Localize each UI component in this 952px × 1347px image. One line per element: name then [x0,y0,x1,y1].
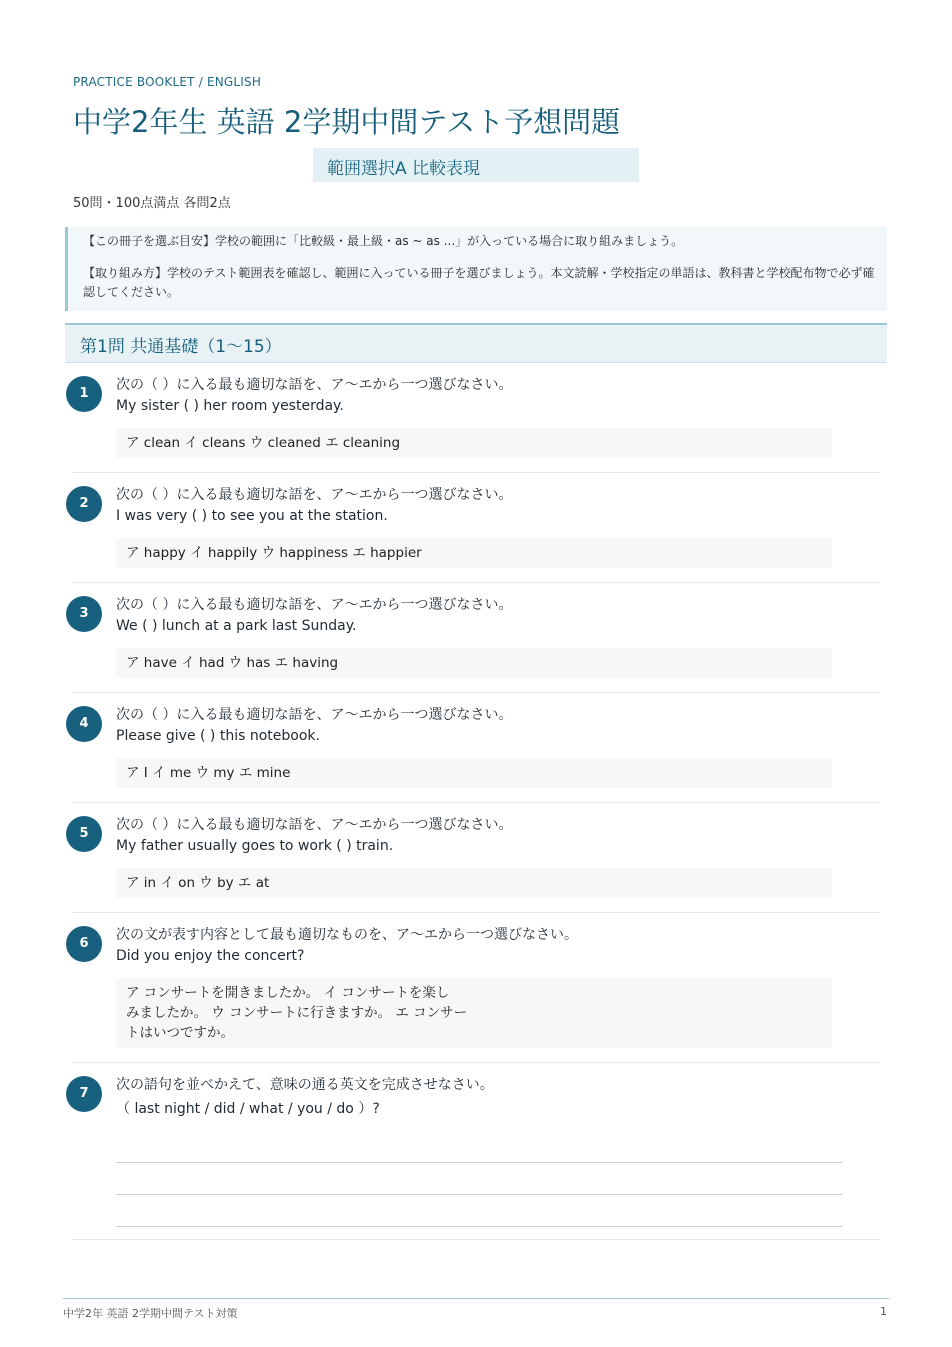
question-number-badge: 4 [66,706,102,742]
question-number-badge: 1 [66,376,102,412]
footer-divider [63,1298,889,1299]
question-number-badge: 3 [66,596,102,632]
answer-choices: ア clean イ cleans ウ cleaned エ cleaning [116,428,832,458]
answer-choices: ア I イ me ウ my エ mine [116,758,832,788]
page-number: 1 [880,1305,887,1318]
question-prompt: 次の（ ）に入る最も適切な語を、ア〜エから一つ選びなさい。 [116,817,513,833]
question-prompt: 次の（ ）に入る最も適切な語を、ア〜エから一つ選びなさい。 [116,707,513,723]
question-sentence: Please give ( ) this notebook. [116,728,320,744]
answer-choices-line: みましたか。 ウ コンサートに行きますか。 エ コンサー [126,1005,468,1021]
question-prompt: 次の（ ）に入る最も適切な語を、ア〜エから一つ選びなさい。 [116,487,513,503]
question-number-badge: 6 [66,926,102,962]
booklet-eyebrow: PRACTICE BOOKLET / ENGLISH [73,75,262,89]
answer-choices: ア in イ on ウ by エ at [116,868,832,898]
question-item [72,585,880,693]
question-prompt: 次の語句を並べかえて、意味の通る英文を完成させなさい。 [116,1077,494,1093]
question-sentence: （ last night / did / what / you / do ）? [116,1101,380,1117]
question-sentence: Did you enjoy the concert? [116,948,305,964]
question-prompt: 次の（ ）に入る最も適切な語を、ア〜エから一つ選びなさい。 [116,377,513,393]
question-item [72,915,880,1063]
question-sentence: I was very ( ) to see you at the station. [116,508,388,524]
score-info: 50問・100点満点 各問2点 [73,196,231,211]
question-item [72,365,880,473]
question-sentence: My sister ( ) her room yesterday. [116,398,344,414]
question-prompt: 次の（ ）に入る最も適切な語を、ア〜エから一つ選びなさい。 [116,597,513,613]
note-how-to-work: 【取り組み方】学校のテスト範囲表を確認し、範囲に入っている冊子を選びましょう。本文読解・学校指定の単語は、教科書と学校配布物で必ず確認してください。 [83,266,875,299]
question-item [72,805,880,913]
answer-writing-line[interactable] [116,1194,842,1195]
answer-writing-line[interactable] [116,1226,842,1227]
answer-choices-line: ア コンサートを開きましたか。 イ コンサートを楽し [126,985,450,1001]
note-selection-guide: 【この冊子を選ぶ目安】学校の範囲に「比較級・最上級・as ~ as ...」が入っている場合に取り組みましょう。 [83,234,684,248]
question-number-badge: 7 [66,1076,102,1112]
page-title: 中学2年生 英語 2学期中間テスト予想問題 [73,105,621,139]
answer-choices-line: トはいつですか。 [126,1025,234,1041]
question-item [72,695,880,803]
guidance-notes [65,227,887,311]
question-item [72,475,880,583]
answer-choices [116,978,832,1048]
page-subtitle: 範囲選択A 比較表現 [327,159,481,179]
question-item [72,1065,880,1240]
question-sentence: My father usually goes to work ( ) train. [116,838,394,854]
answer-choices: ア happy イ happily ウ happiness エ happier [116,538,832,568]
answer-writing-line[interactable] [116,1162,842,1163]
subtitle-box [313,148,639,182]
question-prompt: 次の文が表す内容として最も適切なものを、ア〜エから一つ選びなさい。 [116,927,578,943]
question-number-badge: 2 [66,486,102,522]
question-sentence: We ( ) lunch at a park last Sunday. [116,618,357,634]
question-number-badge: 5 [66,816,102,852]
section-header [65,323,887,363]
section-title: 第1問 共通基礎（1〜15） [80,337,282,357]
footer-title: 中学2年 英語 2学期中間テスト対策 [63,1307,238,1320]
answer-choices: ア have イ had ウ has エ having [116,648,832,678]
